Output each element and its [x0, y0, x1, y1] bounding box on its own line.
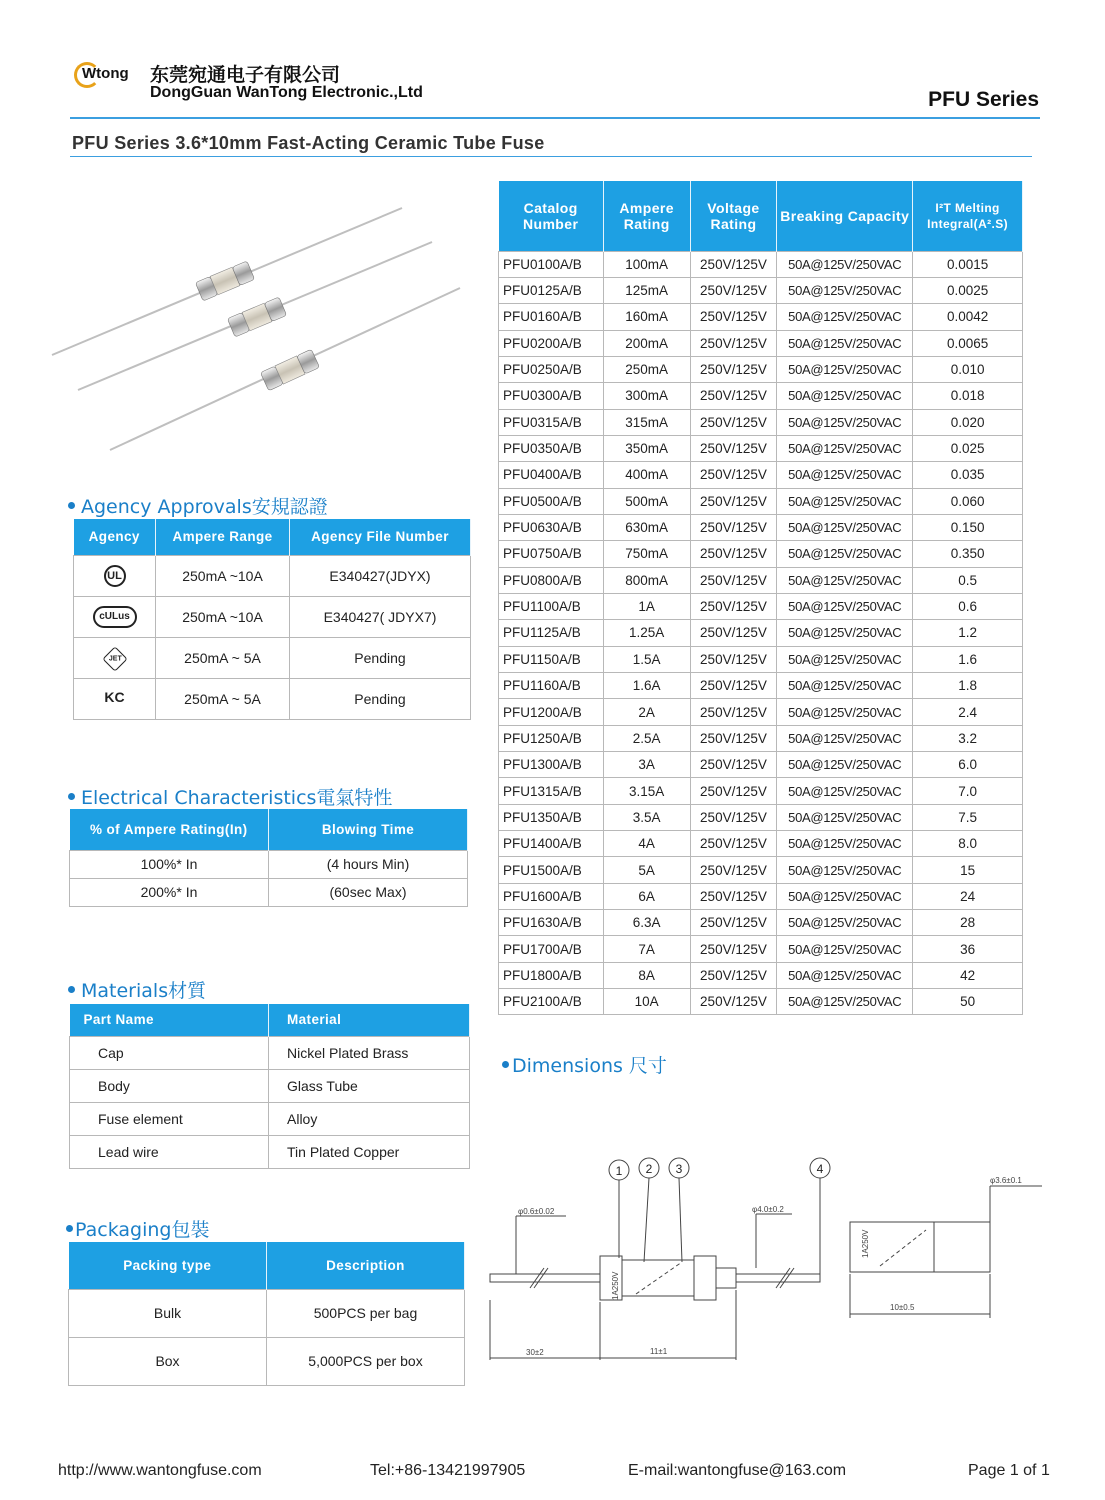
- voltage-rating-cell: 250V/125V: [690, 462, 777, 488]
- catalog-number-cell: PFU0630A/B: [499, 514, 604, 540]
- table-row: [499, 857, 1023, 883]
- approvals-header-cell: Ampere Range: [156, 519, 290, 555]
- catalog-header-row: [499, 181, 1023, 251]
- pse-jet-mark: JET: [108, 655, 121, 662]
- melting-integral-cell: 0.0015: [913, 251, 1023, 277]
- melting-integral-cell: 0.0025: [913, 277, 1023, 303]
- ampere-rating-cell: 1.25A: [603, 620, 690, 646]
- title-divider: [70, 156, 1032, 157]
- ampere-rating-cell: 6A: [603, 883, 690, 909]
- catalog-number-cell: PFU1150A/B: [499, 646, 604, 672]
- electrical-header-cell: % of Ampere Rating(In): [70, 809, 269, 850]
- approvals-header-cell: Agency: [74, 519, 156, 555]
- breaking-capacity-cell: 50A@125V/250VAC: [777, 356, 913, 382]
- overall-length-label: 11±1: [650, 1347, 668, 1356]
- voltage-rating-cell: 250V/125V: [690, 857, 777, 883]
- footer-website: http://www.wantongfuse.com: [58, 1462, 262, 1479]
- catalog-number-cell: PFU1200A/B: [499, 699, 604, 725]
- time-cell: (60sec Max): [269, 878, 468, 906]
- catalog-number-cell: PFU1500A/B: [499, 857, 604, 883]
- table-row: [74, 678, 471, 719]
- file-cell: Pending: [290, 637, 471, 678]
- ampere-rating-cell: 250mA: [603, 356, 690, 382]
- melting-integral-cell: 24: [913, 883, 1023, 909]
- voltage-rating-cell: 250V/125V: [690, 725, 777, 751]
- breaking-capacity-cell: 50A@125V/250VAC: [777, 488, 913, 514]
- electrical-title-text: Electrical Characteristics電氣特性: [81, 787, 393, 809]
- table-row: [499, 383, 1023, 409]
- page-title: PFU Series 3.6*10mm Fast-Acting Ceramic Tube Fuse: [72, 133, 545, 153]
- catalog-number-cell: PFU1350A/B: [499, 804, 604, 830]
- bullet-icon: [68, 793, 75, 800]
- ampere-rating-cell: 7A: [603, 936, 690, 962]
- fuse-2: [78, 242, 432, 390]
- melting-integral-cell: 0.150: [913, 514, 1023, 540]
- table-row: [499, 673, 1023, 699]
- breaking-capacity-cell: 50A@125V/250VAC: [777, 593, 913, 619]
- table-row: [70, 1135, 470, 1168]
- materials-header-cell: Material: [269, 1004, 470, 1036]
- catalog-number-cell: PFU1100A/B: [499, 593, 604, 619]
- catalog-number-cell: PFU1600A/B: [499, 883, 604, 909]
- voltage-rating-cell: 250V/125V: [690, 804, 777, 830]
- voltage-rating-cell: 250V/125V: [690, 989, 777, 1015]
- material-cell: Glass Tube: [269, 1069, 470, 1102]
- breaking-capacity-cell: 50A@125V/250VAC: [777, 831, 913, 857]
- voltage-rating-cell: 250V/125V: [690, 910, 777, 936]
- breaking-capacity-cell: 50A@125V/250VAC: [777, 330, 913, 356]
- ampere-rating-cell: 3A: [603, 752, 690, 778]
- footer-email: E-mail:wantongfuse@163.com: [628, 1462, 847, 1479]
- time-cell: (4 hours Min): [269, 850, 468, 878]
- catalog-number-cell: PFU0750A/B: [499, 541, 604, 567]
- breaking-capacity-cell: 50A@125V/250VAC: [777, 936, 913, 962]
- agency-cell: [74, 637, 156, 678]
- breaking-capacity-cell: 50A@125V/250VAC: [777, 304, 913, 330]
- ampere-rating-cell: 400mA: [603, 462, 690, 488]
- part-cell: Cap: [70, 1036, 269, 1069]
- part-cell: Body: [70, 1069, 269, 1102]
- ampere-rating-cell: 1.6A: [603, 673, 690, 699]
- voltage-rating-cell: 250V/125V: [690, 304, 777, 330]
- table-row: [499, 567, 1023, 593]
- table-row: [70, 850, 468, 878]
- melting-integral-cell: 36: [913, 936, 1023, 962]
- melting-integral-cell: 1.2: [913, 620, 1023, 646]
- breaking-capacity-cell: 50A@125V/250VAC: [777, 883, 913, 909]
- catalog-number-cell: PFU0200A/B: [499, 330, 604, 356]
- body-length-label: 10±0.5: [890, 1303, 915, 1312]
- ampere-rating-cell: 10A: [603, 989, 690, 1015]
- table-row: [499, 514, 1023, 540]
- melting-integral-cell: 0.035: [913, 462, 1023, 488]
- melting-integral-cell: 7.0: [913, 778, 1023, 804]
- voltage-rating-cell: 250V/125V: [690, 752, 777, 778]
- catalog-number-cell: PFU0800A/B: [499, 567, 604, 593]
- table-row: [499, 831, 1023, 857]
- table-row: [499, 989, 1023, 1015]
- file-cell: E340427( JDYX7): [290, 596, 471, 637]
- catalog-body: [499, 251, 1023, 1015]
- voltage-rating-cell: 250V/125V: [690, 699, 777, 725]
- melting-integral-cell: 42: [913, 962, 1023, 988]
- table-row: [499, 488, 1023, 514]
- catalog-number-cell: PFU0125A/B: [499, 277, 604, 303]
- melting-integral-cell: 50: [913, 989, 1023, 1015]
- voltage-rating-cell: 250V/125V: [690, 514, 777, 540]
- callout-3: 3: [675, 1162, 683, 1176]
- table-row: [69, 1289, 465, 1337]
- breaking-capacity-cell: 50A@125V/250VAC: [777, 752, 913, 778]
- packaging-header-cell: Description: [267, 1242, 465, 1289]
- table-row: [70, 878, 468, 906]
- table-row: [74, 637, 471, 678]
- table-row: [70, 1036, 470, 1069]
- callout-4: 4: [816, 1162, 824, 1176]
- dimensions-section-title: [502, 1051, 667, 1078]
- packing-type-cell: Bulk: [69, 1289, 267, 1337]
- table-row: [499, 304, 1023, 330]
- electrical-section-title: [68, 783, 392, 810]
- file-cell: Pending: [290, 678, 471, 719]
- description-cell: 5,000PCS per box: [267, 1337, 465, 1385]
- catalog-number-cell: PFU0500A/B: [499, 488, 604, 514]
- voltage-rating-cell: 250V/125V: [690, 593, 777, 619]
- approvals-section-title: [68, 492, 328, 519]
- approvals-header-cell: Agency File Number: [290, 519, 471, 555]
- voltage-rating-cell: 250V/125V: [690, 883, 777, 909]
- file-cell: E340427(JDYX): [290, 555, 471, 596]
- header-divider: [70, 117, 1040, 119]
- catalog-number-cell: PFU0100A/B: [499, 251, 604, 277]
- table-row: [499, 752, 1023, 778]
- breaking-capacity-cell: 50A@125V/250VAC: [777, 409, 913, 435]
- rating-cell: 200%* In: [70, 878, 269, 906]
- melting-integral-cell: 0.018: [913, 383, 1023, 409]
- material-cell: Alloy: [269, 1102, 470, 1135]
- melting-integral-cell: 6.0: [913, 752, 1023, 778]
- ampere-rating-cell: 100mA: [603, 251, 690, 277]
- breaking-capacity-cell: 50A@125V/250VAC: [777, 567, 913, 593]
- breaking-capacity-cell: 50A@125V/250VAC: [777, 251, 913, 277]
- catalog-number-cell: PFU1250A/B: [499, 725, 604, 751]
- breaking-capacity-cell: 50A@125V/250VAC: [777, 804, 913, 830]
- breaking-capacity-cell: 50A@125V/250VAC: [777, 541, 913, 567]
- ampere-rating-cell: 125mA: [603, 277, 690, 303]
- breaking-capacity-cell: 50A@125V/250VAC: [777, 462, 913, 488]
- series-label: PFU Series: [928, 88, 1039, 111]
- catalog-number-cell: PFU1315A/B: [499, 778, 604, 804]
- table-row: [499, 593, 1023, 619]
- table-row: [499, 409, 1023, 435]
- table-row: [499, 462, 1023, 488]
- table-row: [69, 1337, 465, 1385]
- table-row: [499, 356, 1023, 382]
- table-row: [499, 435, 1023, 461]
- voltage-rating-cell: 250V/125V: [690, 962, 777, 988]
- ampere-rating-cell: 3.5A: [603, 804, 690, 830]
- voltage-rating-cell: 250V/125V: [690, 383, 777, 409]
- voltage-rating-cell: 250V/125V: [690, 435, 777, 461]
- fuse-marking-text-right: 1A250V: [861, 1229, 870, 1258]
- table-row: [70, 1102, 470, 1135]
- voltage-rating-cell: 250V/125V: [690, 330, 777, 356]
- melting-integral-cell: 8.0: [913, 831, 1023, 857]
- pse-jet-icon: [102, 646, 127, 671]
- breaking-capacity-cell: 50A@125V/250VAC: [777, 277, 913, 303]
- catalog-number-cell: PFU0315A/B: [499, 409, 604, 435]
- voltage-rating-cell: 250V/125V: [690, 251, 777, 277]
- melting-integral-cell: 0.025: [913, 435, 1023, 461]
- voltage-rating-cell: 250V/125V: [690, 567, 777, 593]
- ampere-rating-cell: 315mA: [603, 409, 690, 435]
- range-cell: 250mA ~ 5A: [156, 637, 290, 678]
- company-logo: [74, 60, 142, 90]
- table-row: [74, 596, 471, 637]
- agency-cell: [74, 678, 156, 719]
- table-row: [499, 277, 1023, 303]
- bullet-icon: [66, 1225, 73, 1232]
- rating-cell: 100%* In: [70, 850, 269, 878]
- packaging-table: [68, 1242, 465, 1386]
- melting-integral-cell: 3.2: [913, 725, 1023, 751]
- breaking-capacity-cell: 50A@125V/250VAC: [777, 514, 913, 540]
- catalog-number-cell: PFU1125A/B: [499, 620, 604, 646]
- ampere-rating-cell: 630mA: [603, 514, 690, 540]
- packaging-title-text: Packaging包裝: [75, 1219, 210, 1241]
- agency-cell: [74, 555, 156, 596]
- catalog-number-cell: PFU0250A/B: [499, 356, 604, 382]
- ampere-rating-cell: 350mA: [603, 435, 690, 461]
- melting-integral-cell: 1.6: [913, 646, 1023, 672]
- breaking-capacity-cell: 50A@125V/250VAC: [777, 699, 913, 725]
- voltage-rating-cell: 250V/125V: [690, 673, 777, 699]
- description-cell: 500PCS per bag: [267, 1289, 465, 1337]
- melting-integral-cell: 0.0042: [913, 304, 1023, 330]
- ampere-rating-cell: 750mA: [603, 541, 690, 567]
- catalog-number-cell: PFU0300A/B: [499, 383, 604, 409]
- breaking-capacity-cell: 50A@125V/250VAC: [777, 646, 913, 672]
- kc-mark-icon: KC: [104, 688, 125, 705]
- table-row: [70, 1069, 470, 1102]
- voltage-rating-cell: 250V/125V: [690, 488, 777, 514]
- fuse-marking-text: 1A250V: [611, 1271, 620, 1300]
- breaking-capacity-cell: 50A@125V/250VAC: [777, 989, 913, 1015]
- ampere-rating-cell: 200mA: [603, 330, 690, 356]
- catalog-number-cell: PFU1300A/B: [499, 752, 604, 778]
- catalog-number-cell: PFU1700A/B: [499, 936, 604, 962]
- melting-integral-cell: 28: [913, 910, 1023, 936]
- ampere-rating-cell: 4A: [603, 831, 690, 857]
- table-row: [499, 883, 1023, 909]
- ampere-rating-cell: 2A: [603, 699, 690, 725]
- material-cell: Nickel Plated Brass: [269, 1036, 470, 1069]
- range-cell: 250mA ~ 5A: [156, 678, 290, 719]
- catalog-header-cell: Catalog Number: [499, 181, 604, 251]
- breaking-capacity-cell: 50A@125V/250VAC: [777, 857, 913, 883]
- ul-listed-icon: UL: [104, 565, 126, 587]
- materials-title-text: Materials材質: [81, 980, 207, 1002]
- part-cell: Fuse element: [70, 1102, 269, 1135]
- ampere-rating-cell: 500mA: [603, 488, 690, 514]
- bullet-icon: [68, 986, 75, 993]
- ampere-rating-cell: 6.3A: [603, 910, 690, 936]
- voltage-rating-cell: 250V/125V: [690, 620, 777, 646]
- lead-diameter-label: φ0.6±0.02: [518, 1207, 555, 1216]
- electrical-table: [69, 809, 468, 907]
- catalog-number-cell: PFU0400A/B: [499, 462, 604, 488]
- footer-phone: Tel:+86-13421997905: [370, 1462, 526, 1479]
- materials-header-cell: Part Name: [70, 1004, 269, 1036]
- table-row: [499, 804, 1023, 830]
- catalog-number-cell: PFU2100A/B: [499, 989, 604, 1015]
- approvals-table: [73, 519, 471, 720]
- lead-length-label: 30±2: [526, 1348, 544, 1357]
- part-cell: Lead wire: [70, 1135, 269, 1168]
- melting-integral-cell: 0.350: [913, 541, 1023, 567]
- table-row: [499, 962, 1023, 988]
- catalog-number-cell: PFU1630A/B: [499, 910, 604, 936]
- catalog-header-cell: Breaking Capacity: [777, 181, 913, 251]
- table-row: [499, 251, 1023, 277]
- breaking-capacity-cell: 50A@125V/250VAC: [777, 620, 913, 646]
- company-name-en: DongGuan WanTong Electronic.,Ltd: [150, 84, 423, 101]
- fuse-product-image: [50, 200, 465, 455]
- table-row: [499, 910, 1023, 936]
- cap-diameter-label: φ4.0±0.2: [752, 1205, 784, 1214]
- materials-section-title: [68, 976, 206, 1003]
- catalog-header-cell: Ampere Rating: [603, 181, 690, 251]
- material-cell: Tin Plated Copper: [269, 1135, 470, 1168]
- catalog-header-cell: I²T Melting Integral(A².S): [913, 181, 1023, 251]
- ampere-rating-cell: 3.15A: [603, 778, 690, 804]
- catalog-number-cell: PFU1400A/B: [499, 831, 604, 857]
- melting-integral-cell: 0.6: [913, 593, 1023, 619]
- dimension-drawing: [486, 1150, 1046, 1370]
- logo-text: Wtong: [82, 65, 129, 82]
- melting-integral-cell: 0.060: [913, 488, 1023, 514]
- footer-page-number: Page 1 of 1: [968, 1462, 1050, 1479]
- voltage-rating-cell: 250V/125V: [690, 541, 777, 567]
- voltage-rating-cell: 250V/125V: [690, 831, 777, 857]
- electrical-header-row: [70, 809, 468, 850]
- materials-header-row: [70, 1004, 470, 1036]
- bullet-icon: [68, 502, 75, 509]
- voltage-rating-cell: 250V/125V: [690, 646, 777, 672]
- company-name-cn: 东莞宛通电子有限公司: [150, 64, 341, 86]
- ampere-rating-cell: 800mA: [603, 567, 690, 593]
- packing-type-cell: Box: [69, 1337, 267, 1385]
- melting-integral-cell: 0.5: [913, 567, 1023, 593]
- breaking-capacity-cell: 50A@125V/250VAC: [777, 435, 913, 461]
- catalog-number-cell: PFU0160A/B: [499, 304, 604, 330]
- voltage-rating-cell: 250V/125V: [690, 277, 777, 303]
- table-row: [499, 936, 1023, 962]
- agency-cell: [74, 596, 156, 637]
- melting-integral-cell: 2.4: [913, 699, 1023, 725]
- breaking-capacity-cell: 50A@125V/250VAC: [777, 673, 913, 699]
- approvals-title-text: Agency Approvals安規認證: [81, 496, 328, 518]
- fuse-1: [52, 208, 402, 355]
- range-cell: 250mA ~10A: [156, 555, 290, 596]
- table-row: [499, 646, 1023, 672]
- callout-1: 1: [615, 1164, 623, 1178]
- melting-integral-cell: 1.8: [913, 673, 1023, 699]
- melting-integral-cell: 0.0065: [913, 330, 1023, 356]
- melting-integral-cell: 0.010: [913, 356, 1023, 382]
- ampere-rating-cell: 2.5A: [603, 725, 690, 751]
- table-row: [499, 541, 1023, 567]
- ampere-rating-cell: 1A: [603, 593, 690, 619]
- melting-integral-cell: 0.020: [913, 409, 1023, 435]
- callout-2: 2: [645, 1162, 653, 1176]
- ampere-rating-cell: 160mA: [603, 304, 690, 330]
- voltage-rating-cell: 250V/125V: [690, 356, 777, 382]
- table-row: [499, 725, 1023, 751]
- body-diameter-label: φ3.6±0.1: [990, 1176, 1022, 1185]
- catalog-table: [498, 181, 1023, 1015]
- voltage-rating-cell: 250V/125V: [690, 936, 777, 962]
- ampere-rating-cell: 8A: [603, 962, 690, 988]
- breaking-capacity-cell: 50A@125V/250VAC: [777, 962, 913, 988]
- cul-us-icon: cULus: [93, 606, 137, 628]
- breaking-capacity-cell: 50A@125V/250VAC: [777, 910, 913, 936]
- voltage-rating-cell: 250V/125V: [690, 409, 777, 435]
- catalog-number-cell: PFU1800A/B: [499, 962, 604, 988]
- approvals-header-row: [74, 519, 471, 555]
- range-cell: 250mA ~10A: [156, 596, 290, 637]
- voltage-rating-cell: 250V/125V: [690, 778, 777, 804]
- dimensions-title-text: Dimensions 尺寸: [512, 1055, 667, 1077]
- catalog-number-cell: PFU1160A/B: [499, 673, 604, 699]
- table-row: [499, 620, 1023, 646]
- packaging-header-cell: Packing type: [69, 1242, 267, 1289]
- table-row: [499, 330, 1023, 356]
- melting-integral-cell: 7.5: [913, 804, 1023, 830]
- ampere-rating-cell: 5A: [603, 857, 690, 883]
- materials-table: [69, 1004, 470, 1169]
- packaging-section-title: [66, 1215, 209, 1242]
- bullet-icon: [502, 1061, 509, 1068]
- ampere-rating-cell: 1.5A: [603, 646, 690, 672]
- ampere-rating-cell: 300mA: [603, 383, 690, 409]
- breaking-capacity-cell: 50A@125V/250VAC: [777, 725, 913, 751]
- melting-integral-cell: 15: [913, 857, 1023, 883]
- breaking-capacity-cell: 50A@125V/250VAC: [777, 383, 913, 409]
- table-row: [499, 699, 1023, 725]
- table-row: [74, 555, 471, 596]
- electrical-header-cell: Blowing Time: [269, 809, 468, 850]
- catalog-number-cell: PFU0350A/B: [499, 435, 604, 461]
- catalog-header-cell: Voltage Rating: [690, 181, 777, 251]
- packaging-header-row: [69, 1242, 465, 1289]
- breaking-capacity-cell: 50A@125V/250VAC: [777, 778, 913, 804]
- table-row: [499, 778, 1023, 804]
